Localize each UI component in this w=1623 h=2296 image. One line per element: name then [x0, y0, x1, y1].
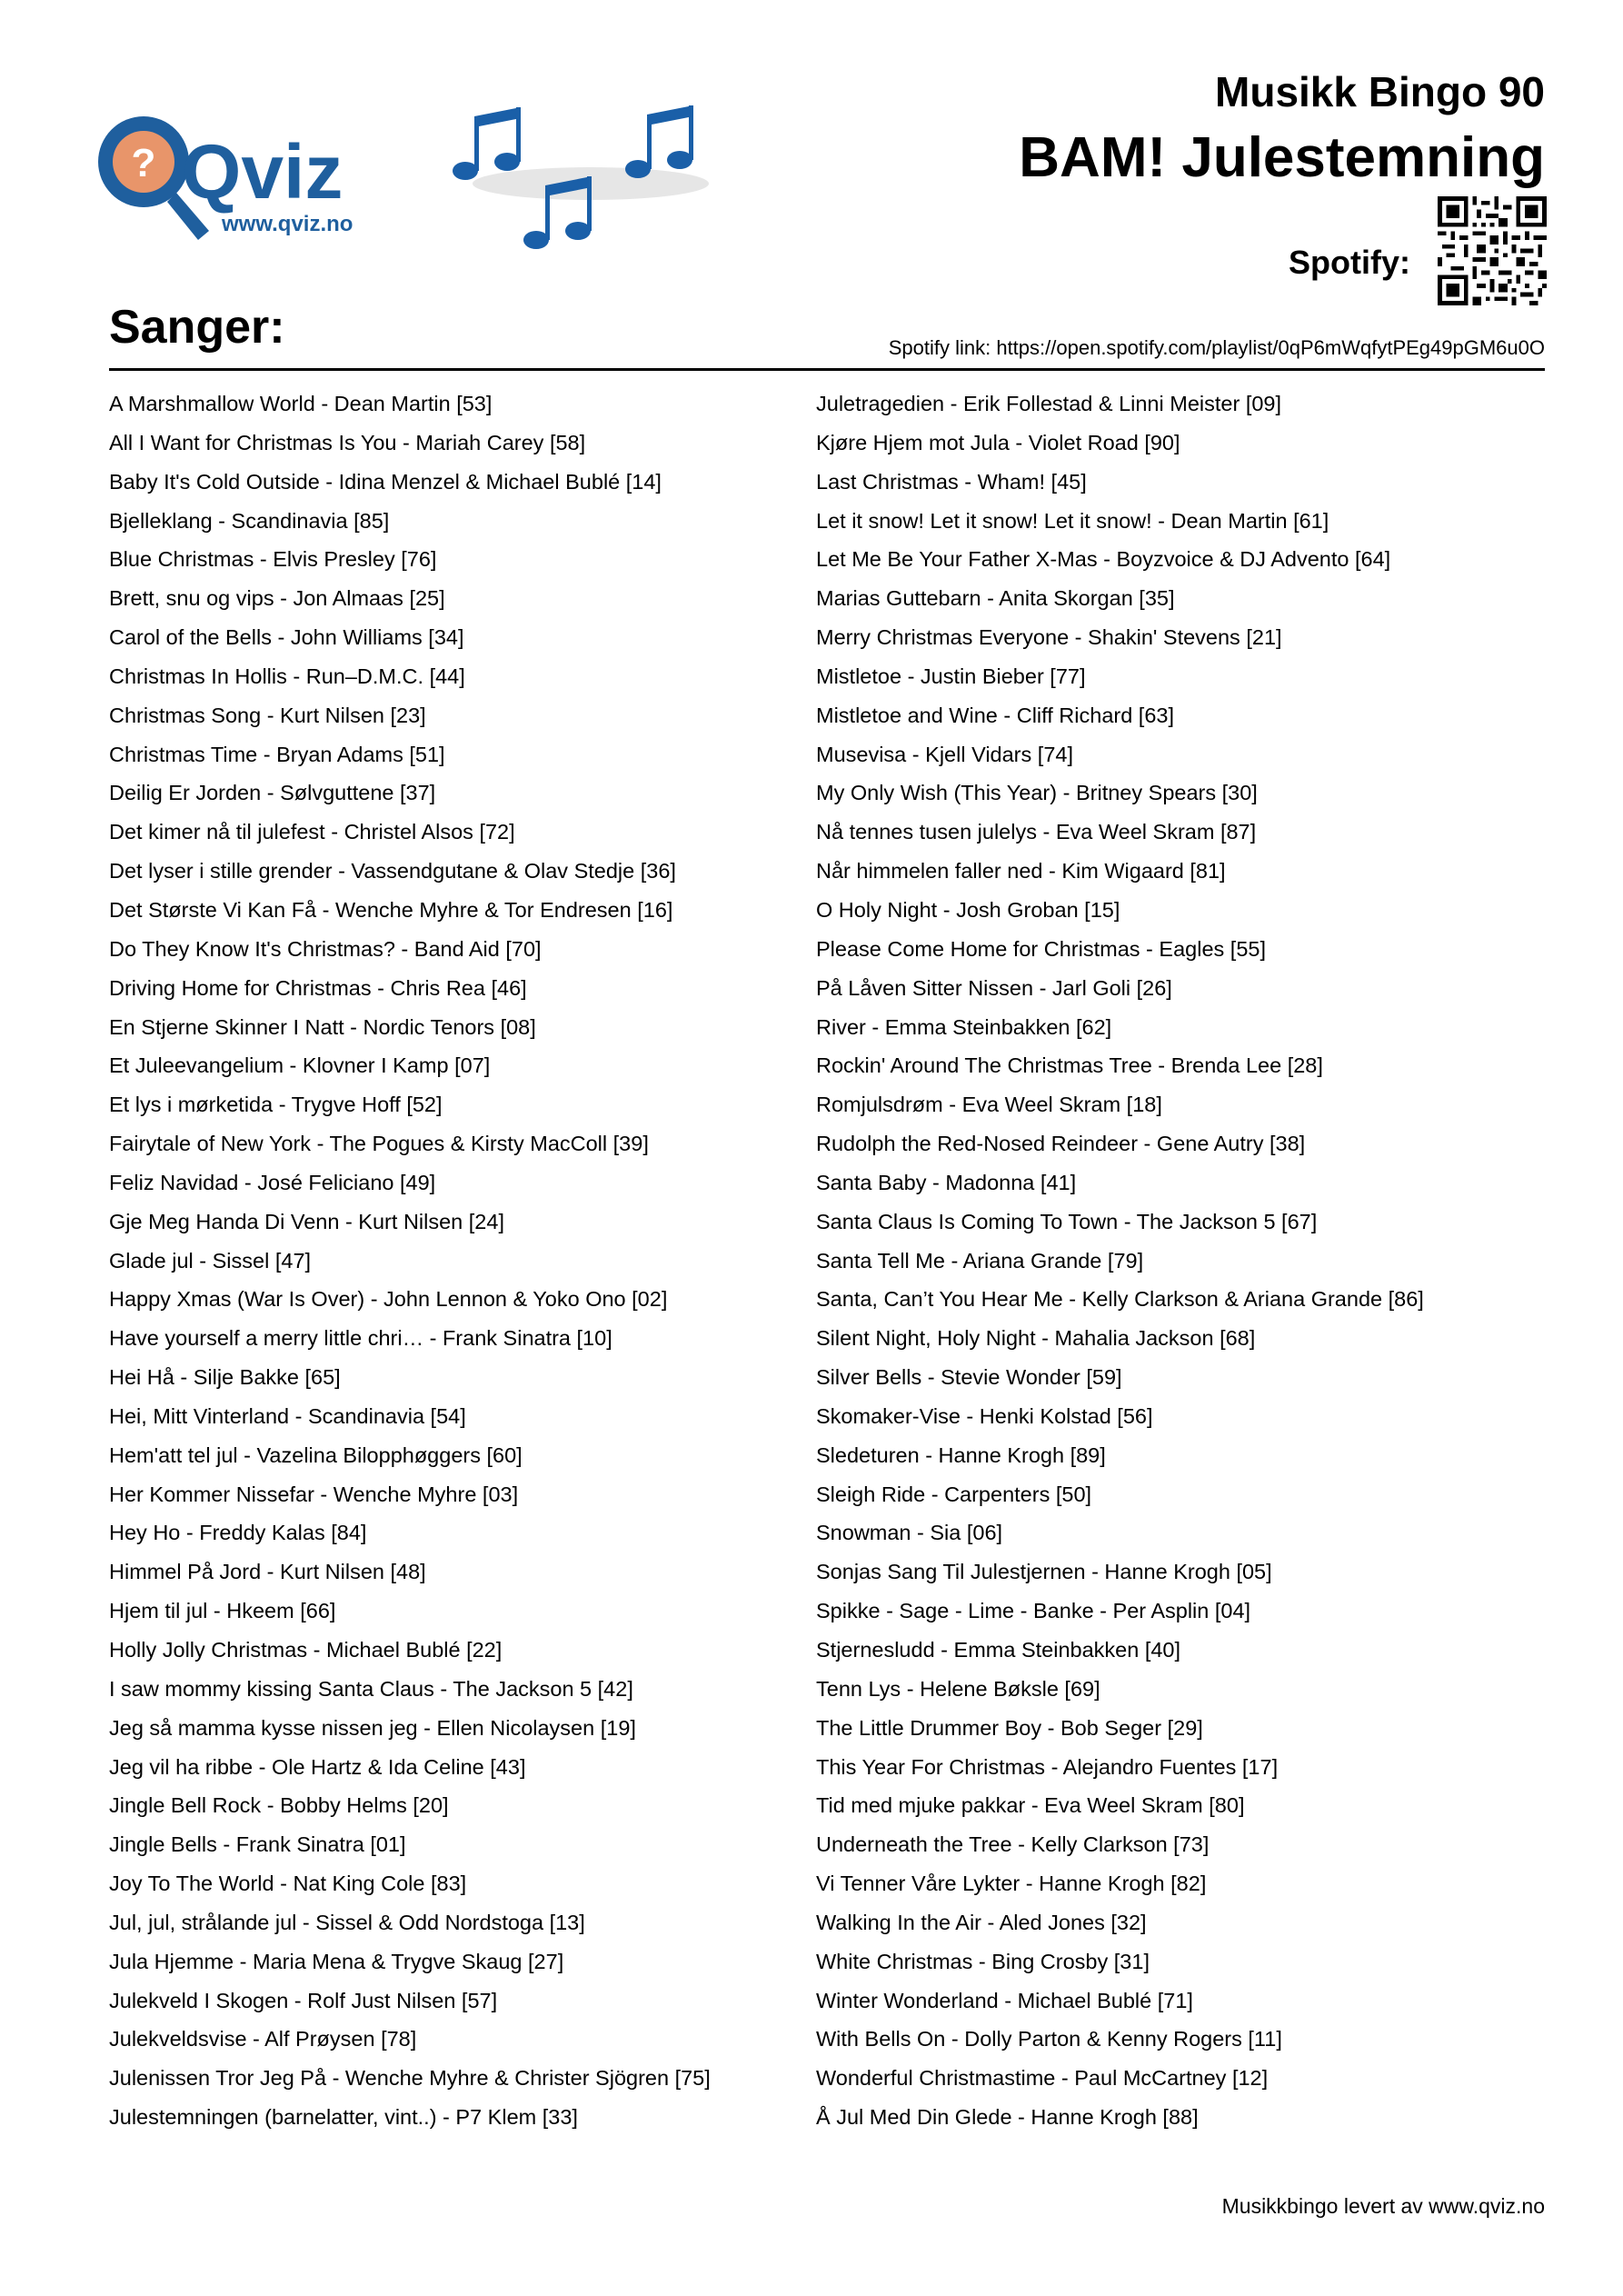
list-item: Marias Guttebarn - Anita Skorgan [35]: [816, 586, 1175, 611]
list-item: Carol of the Bells - John Williams [34]: [109, 625, 464, 650]
list-item: Kjøre Hjem mot Jula - Violet Road [90]: [816, 430, 1180, 454]
list-item: Driving Home for Christmas - Chris Rea [46]: [109, 975, 527, 1000]
list-item: Hjem til jul - Hkeem [66]: [109, 1599, 336, 1623]
list-item: Hey Ho - Freddy Kalas [84]: [109, 1521, 367, 1545]
list-item: Have yourself a merry little chri… - Frank Sinatra [10]: [109, 1326, 612, 1351]
songs-list-left: [109, 384, 800, 2137]
list-item: Jul, jul, strålande jul - Sissel & Odd Nordstoga [13]: [109, 1910, 585, 1934]
list-item: Let it snow! Let it snow! Let it snow! - Dean Martin [61]: [816, 508, 1329, 533]
logo-url-text: www.qviz.no: [222, 212, 353, 236]
logo-brand-text: Qviz: [182, 129, 344, 215]
list-item: Silver Bells - Stevie Wonder [59]: [816, 1365, 1122, 1390]
list-item: O Holy Night - Josh Groban [15]: [816, 897, 1120, 922]
list-item: Julestemningen (barnelatter, vint..) - P7 Klem [33]: [109, 2105, 578, 2130]
list-item: Walking In the Air - Aled Jones [32]: [816, 1910, 1147, 1934]
list-item: Hei Hå - Silje Bakke [65]: [109, 1365, 341, 1390]
list-item: Å Jul Med Din Glede - Hanne Krogh [88]: [816, 2105, 1199, 2130]
list-item: Julekveldsvise - Alf Prøysen [78]: [109, 2027, 417, 2051]
list-item: Glade jul - Sissel [47]: [109, 1248, 312, 1273]
list-item: Tid med mjuke pakkar - Eva Weel Skram [80]: [816, 1793, 1245, 1818]
list-item: Sledeturen - Hanne Krogh [89]: [816, 1442, 1106, 1467]
list-item: Holly Jolly Christmas - Michael Bublé [22]: [109, 1638, 503, 1662]
list-item: Christmas Time - Bryan Adams [51]: [109, 742, 445, 766]
list-item: Her Kommer Nissefar - Wenche Myhre [03]: [109, 1482, 519, 1506]
list-item: Santa Tell Me - Ariana Grande [79]: [816, 1248, 1144, 1273]
list-item: The Little Drummer Boy - Bob Seger [29]: [816, 1715, 1203, 1740]
list-item: Sonjas Sang Til Julestjernen - Hanne Krogh [05]: [816, 1560, 1272, 1584]
list-item: Stjernesludd - Emma Steinbakken [40]: [816, 1638, 1181, 1662]
list-item: Please Come Home for Christmas - Eagles [55]: [816, 936, 1266, 961]
qviz-logo: [87, 98, 378, 262]
list-item: Tenn Lys - Helene Bøksle [69]: [816, 1676, 1100, 1701]
list-item: Jeg vil ha ribbe - Ole Hartz & Ida Celine [43]: [109, 1754, 526, 1779]
list-item: Underneath the Tree - Kelly Clarkson [73]: [816, 1832, 1210, 1857]
list-item: Hei, Mitt Vinterland - Scandinavia [54]: [109, 1403, 466, 1428]
list-item: Jingle Bell Rock - Bobby Helms [20]: [109, 1793, 449, 1818]
spotify-link[interactable]: Spotify link: https://open.spotify.com/playlist/0qP6mWqfytPEg49pGM6u0O: [888, 336, 1545, 359]
songs-list-right: [816, 384, 1543, 2137]
list-item: Sleigh Ride - Carpenters [50]: [816, 1482, 1092, 1506]
list-item: Joy To The World - Nat King Cole [83]: [109, 1872, 467, 1896]
list-item: På Låven Sitter Nissen - Jarl Goli [26]: [816, 975, 1172, 1000]
list-item: Mistletoe - Justin Bieber [77]: [816, 664, 1086, 688]
list-item: Santa, Can’t You Hear Me - Kelly Clarkson & Ariana Grande [86]: [816, 1287, 1424, 1312]
list-item: Santa Baby - Madonna [41]: [816, 1170, 1077, 1194]
list-item: Last Christmas - Wham! [45]: [816, 469, 1087, 494]
list-item: Når himmelen faller ned - Kim Wigaard [81]: [816, 859, 1226, 883]
list-item: Det lyser i stille grender - Vassendgutane & Olav Stedje [36]: [109, 859, 676, 883]
list-item: All I Want for Christmas Is You - Mariah Carey [58]: [109, 430, 586, 454]
list-item: Santa Claus Is Coming To Town - The Jackson 5 [67]: [816, 1209, 1318, 1233]
list-item: Spikke - Sage - Lime - Banke - Per Asplin [04]: [816, 1599, 1251, 1623]
list-item: Happy Xmas (War Is Over) - John Lennon & Yoko Ono [02]: [109, 1287, 668, 1312]
list-item: Christmas Song - Kurt Nilsen [23]: [109, 703, 426, 727]
list-item: Skomaker-Vise - Henki Kolstad [56]: [816, 1403, 1153, 1428]
list-item: Nå tennes tusen julelys - Eva Weel Skram [87]: [816, 820, 1257, 844]
list-item: Do They Know It's Christmas? - Band Aid [70]: [109, 936, 542, 961]
list-item: Hem'att tel jul - Vazelina Bilopphøggers [60]: [109, 1442, 523, 1467]
list-item: Mistletoe and Wine - Cliff Richard [63]: [816, 703, 1175, 727]
list-item: Silent Night, Holy Night - Mahalia Jackson [68]: [816, 1326, 1256, 1351]
list-item: Julekveld I Skogen - Rolf Just Nilsen [57]: [109, 1988, 498, 2012]
list-item: A Marshmallow World - Dean Martin [53]: [109, 392, 493, 415]
list-item: Fairytale of New York - The Pogues & Kirsty MacColl [39]: [109, 1132, 649, 1156]
list-item: Jula Hjemme - Maria Mena & Trygve Skaug [27]: [109, 1949, 564, 1973]
spotify-label: Spotify:: [1289, 244, 1410, 281]
list-item: River - Emma Steinbakken [62]: [816, 1014, 1112, 1039]
list-item: My Only Wish (This Year) - Britney Spears [30]: [816, 781, 1258, 805]
list-item: Jeg så mamma kysse nissen jeg - Ellen Nicolaysen [19]: [109, 1715, 636, 1740]
header-divider: [109, 368, 1545, 371]
list-item: Det Største Vi Kan Få - Wenche Myhre & Tor Endresen [16]: [109, 897, 673, 922]
music-notes-icon: [445, 91, 754, 255]
list-item: Gje Meg Handa Di Venn - Kurt Nilsen [24]: [109, 1209, 504, 1233]
list-item: Musevisa - Kjell Vidars [74]: [816, 742, 1073, 766]
list-item: I saw mommy kissing Santa Claus - The Jackson 5 [42]: [109, 1676, 633, 1701]
bingo-number-title: Musikk Bingo 90: [1215, 68, 1545, 115]
svg-text:?: ?: [131, 141, 156, 185]
list-item: Juletragedien - Erik Follestad & Linni Meister [09]: [816, 392, 1282, 415]
list-item: Wonderful Christmastime - Paul McCartney [12]: [816, 2066, 1269, 2091]
list-item: Rudolph the Red-Nosed Reindeer - Gene Autry [38]: [816, 1132, 1306, 1156]
list-item: Romjulsdrøm - Eva Weel Skram [18]: [816, 1093, 1162, 1117]
list-item: Et lys i mørketida - Trygve Hoff [52]: [109, 1093, 443, 1117]
footer-credit: Musikkbingo levert av www.qviz.no: [1221, 2194, 1545, 2218]
list-item: Himmel På Jord - Kurt Nilsen [48]: [109, 1560, 426, 1584]
list-item: Jingle Bells - Frank Sinatra [01]: [109, 1832, 406, 1857]
list-item: Et Juleevangelium - Klovner I Kamp [07]: [109, 1053, 491, 1078]
list-item: This Year For Christmas - Alejandro Fuentes [17]: [816, 1754, 1279, 1779]
list-item: Christmas In Hollis - Run–D.M.C. [44]: [109, 664, 465, 688]
list-item: Baby It's Cold Outside - Idina Menzel & Michael Bublé [14]: [109, 469, 662, 494]
list-item: Let Me Be Your Father X-Mas - Boyzvoice & DJ Advento [64]: [816, 547, 1391, 572]
list-item: Bjelleklang - Scandinavia [85]: [109, 508, 390, 533]
playlist-title: BAM! Julestemning: [1019, 126, 1545, 189]
list-item: Det kimer nå til julefest - Christel Alsos [72]: [109, 820, 515, 844]
list-item: Julenissen Tror Jeg På - Wenche Myhre & Christer Sjögren [75]: [109, 2066, 711, 2091]
list-item: Deilig Er Jorden - Sølvguttene [37]: [109, 781, 436, 805]
list-item: Blue Christmas - Elvis Presley [76]: [109, 547, 437, 572]
list-item: Rockin' Around The Christmas Tree - Brenda Lee [28]: [816, 1053, 1323, 1078]
list-item: Winter Wonderland - Michael Bublé [71]: [816, 1988, 1193, 2012]
list-item: Vi Tenner Våre Lykter - Hanne Krogh [82]: [816, 1872, 1207, 1896]
list-item: With Bells On - Dolly Parton & Kenny Rogers [11]: [816, 2027, 1282, 2051]
songs-heading: Sanger:: [109, 301, 285, 354]
list-item: Brett, snu og vips - Jon Almaas [25]: [109, 586, 445, 611]
list-item: White Christmas - Bing Crosby [31]: [816, 1949, 1150, 1973]
list-item: En Stjerne Skinner I Natt - Nordic Tenors [08]: [109, 1014, 536, 1039]
list-item: Snowman - Sia [06]: [816, 1521, 1003, 1545]
qr-code-icon[interactable]: [1438, 195, 1547, 307]
list-item: Merry Christmas Everyone - Shakin' Stevens [21]: [816, 625, 1282, 650]
list-item: Feliz Navidad - José Feliciano [49]: [109, 1170, 436, 1194]
